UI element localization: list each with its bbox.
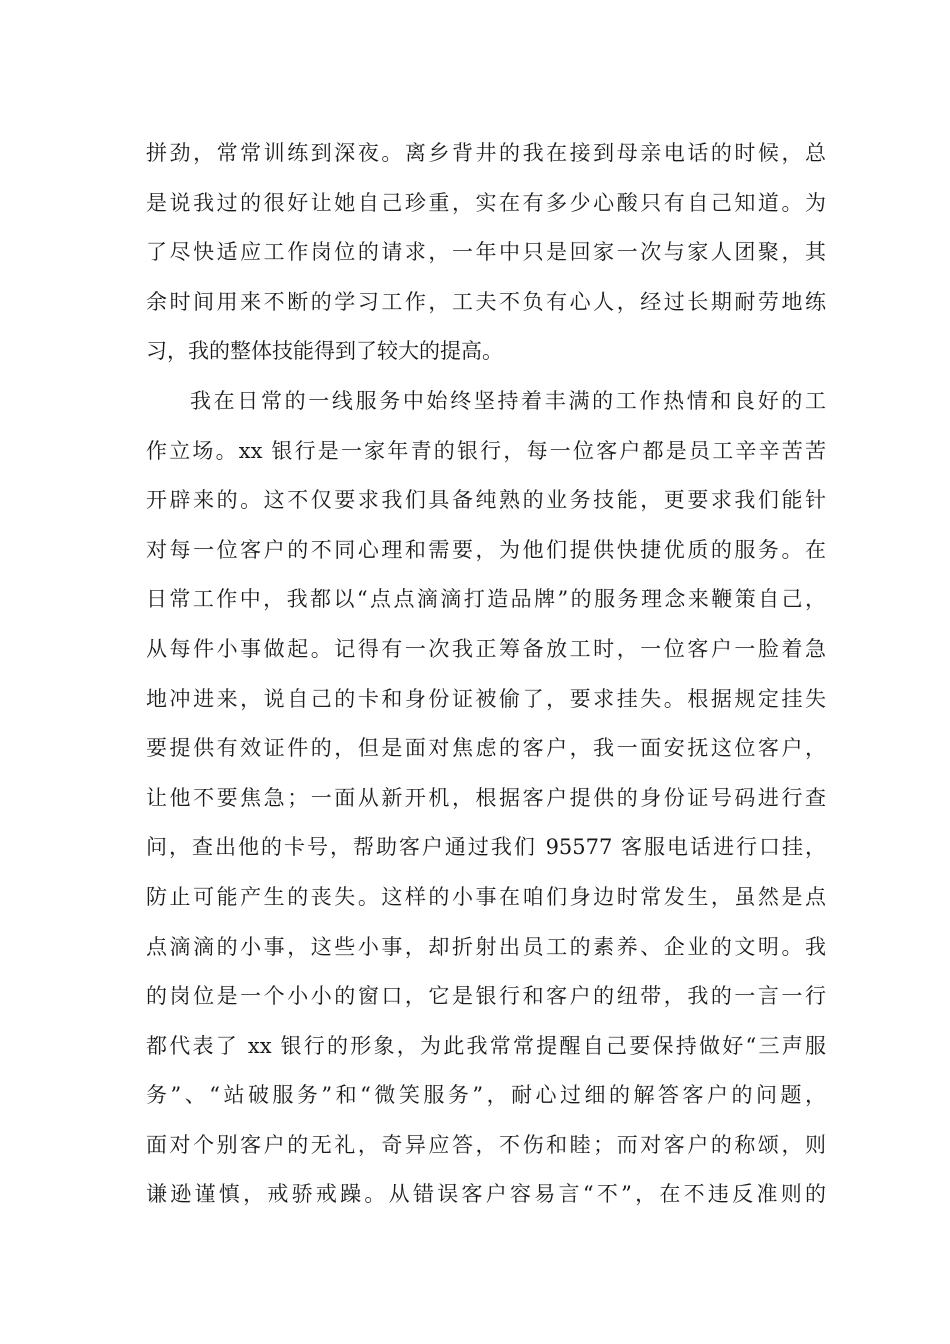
text-line: 习，我的整体技能得到了较大的提高。 — [146, 339, 503, 364]
text-line: 都代表了 xx 银行的形象，为此我常常提醒自己要保持做好“三声服 — [146, 1033, 826, 1058]
text-line: 拼劲，常常训练到深夜。离乡背井的我在接到母亲电话的时候，总 — [146, 141, 826, 165]
text-line: 作立场。xx 银行是一家年青的银行，每一位客户都是员工辛辛苦苦 — [146, 438, 826, 463]
text-line: 点滴滴的小事，这些小事，却折射出员工的素养、企业的文明。我 — [146, 934, 826, 959]
text-line: 的岗位是一个小小的窗口，它是银行和客户的纽带，我的一言一行 — [146, 984, 826, 1009]
text-line: 防止可能产生的丧失。这样的小事在咱们身边时常发生，虽然是点 — [146, 884, 826, 909]
body-text — [146, 129, 826, 1220]
text-line: 要提供有效证件的，但是面对焦虑的客户，我一面安抚这位客户， — [146, 736, 826, 761]
text-line: 我在日常的一线服务中始终坚持着丰满的工作热情和良好的工 — [190, 388, 826, 413]
text-line: 问，查出他的卡号，帮助客户通过我们 95577 客服电话进行口挂， — [146, 835, 826, 860]
text-line: 日常工作中，我都以“点点滴滴打造品牌”的服务理念来鞭策自己， — [146, 587, 826, 612]
text-line: 谦逊谨慎，戒骄戒躁。从错误客户容易言“不”，在不违反准则的 — [146, 1182, 826, 1207]
text-line: 让他不要焦急；一面从新开机，根据客户提供的身份证号码进行查 — [146, 785, 826, 810]
text-line: 对每一位客户的不同心理和需要，为他们提供快捷优质的服务。在 — [146, 537, 826, 562]
text-line: 从每件小事做起。记得有一次我正筹备放工时，一位客户一脸着急 — [146, 636, 826, 661]
text-line: 务”、“站破服务”和“微笑服务”，耐心过细的解答客户的问题， — [146, 1083, 826, 1108]
text-line: 是说我过的很好让她自己珍重，实在有多少心酸只有自己知道。为 — [146, 190, 826, 215]
text-line: 了尽快适应工作岗位的请求，一年中只是回家一次与家人团聚，其 — [146, 240, 826, 265]
text-line: 余时间用来不断的学习工作，工夫不负有心人，经过长期耐劳地练 — [146, 289, 826, 314]
text-line: 地冲进来，说自己的卡和身份证被偷了，要求挂失。根据规定挂失 — [146, 686, 826, 711]
text-line: 开辟来的。这不仅要求我们具备纯熟的业务技能，更要求我们能针 — [146, 488, 826, 513]
text-line: 面对个别客户的无礼，奇异应答，不伤和睦；而对客户的称颂，则 — [146, 1132, 826, 1157]
